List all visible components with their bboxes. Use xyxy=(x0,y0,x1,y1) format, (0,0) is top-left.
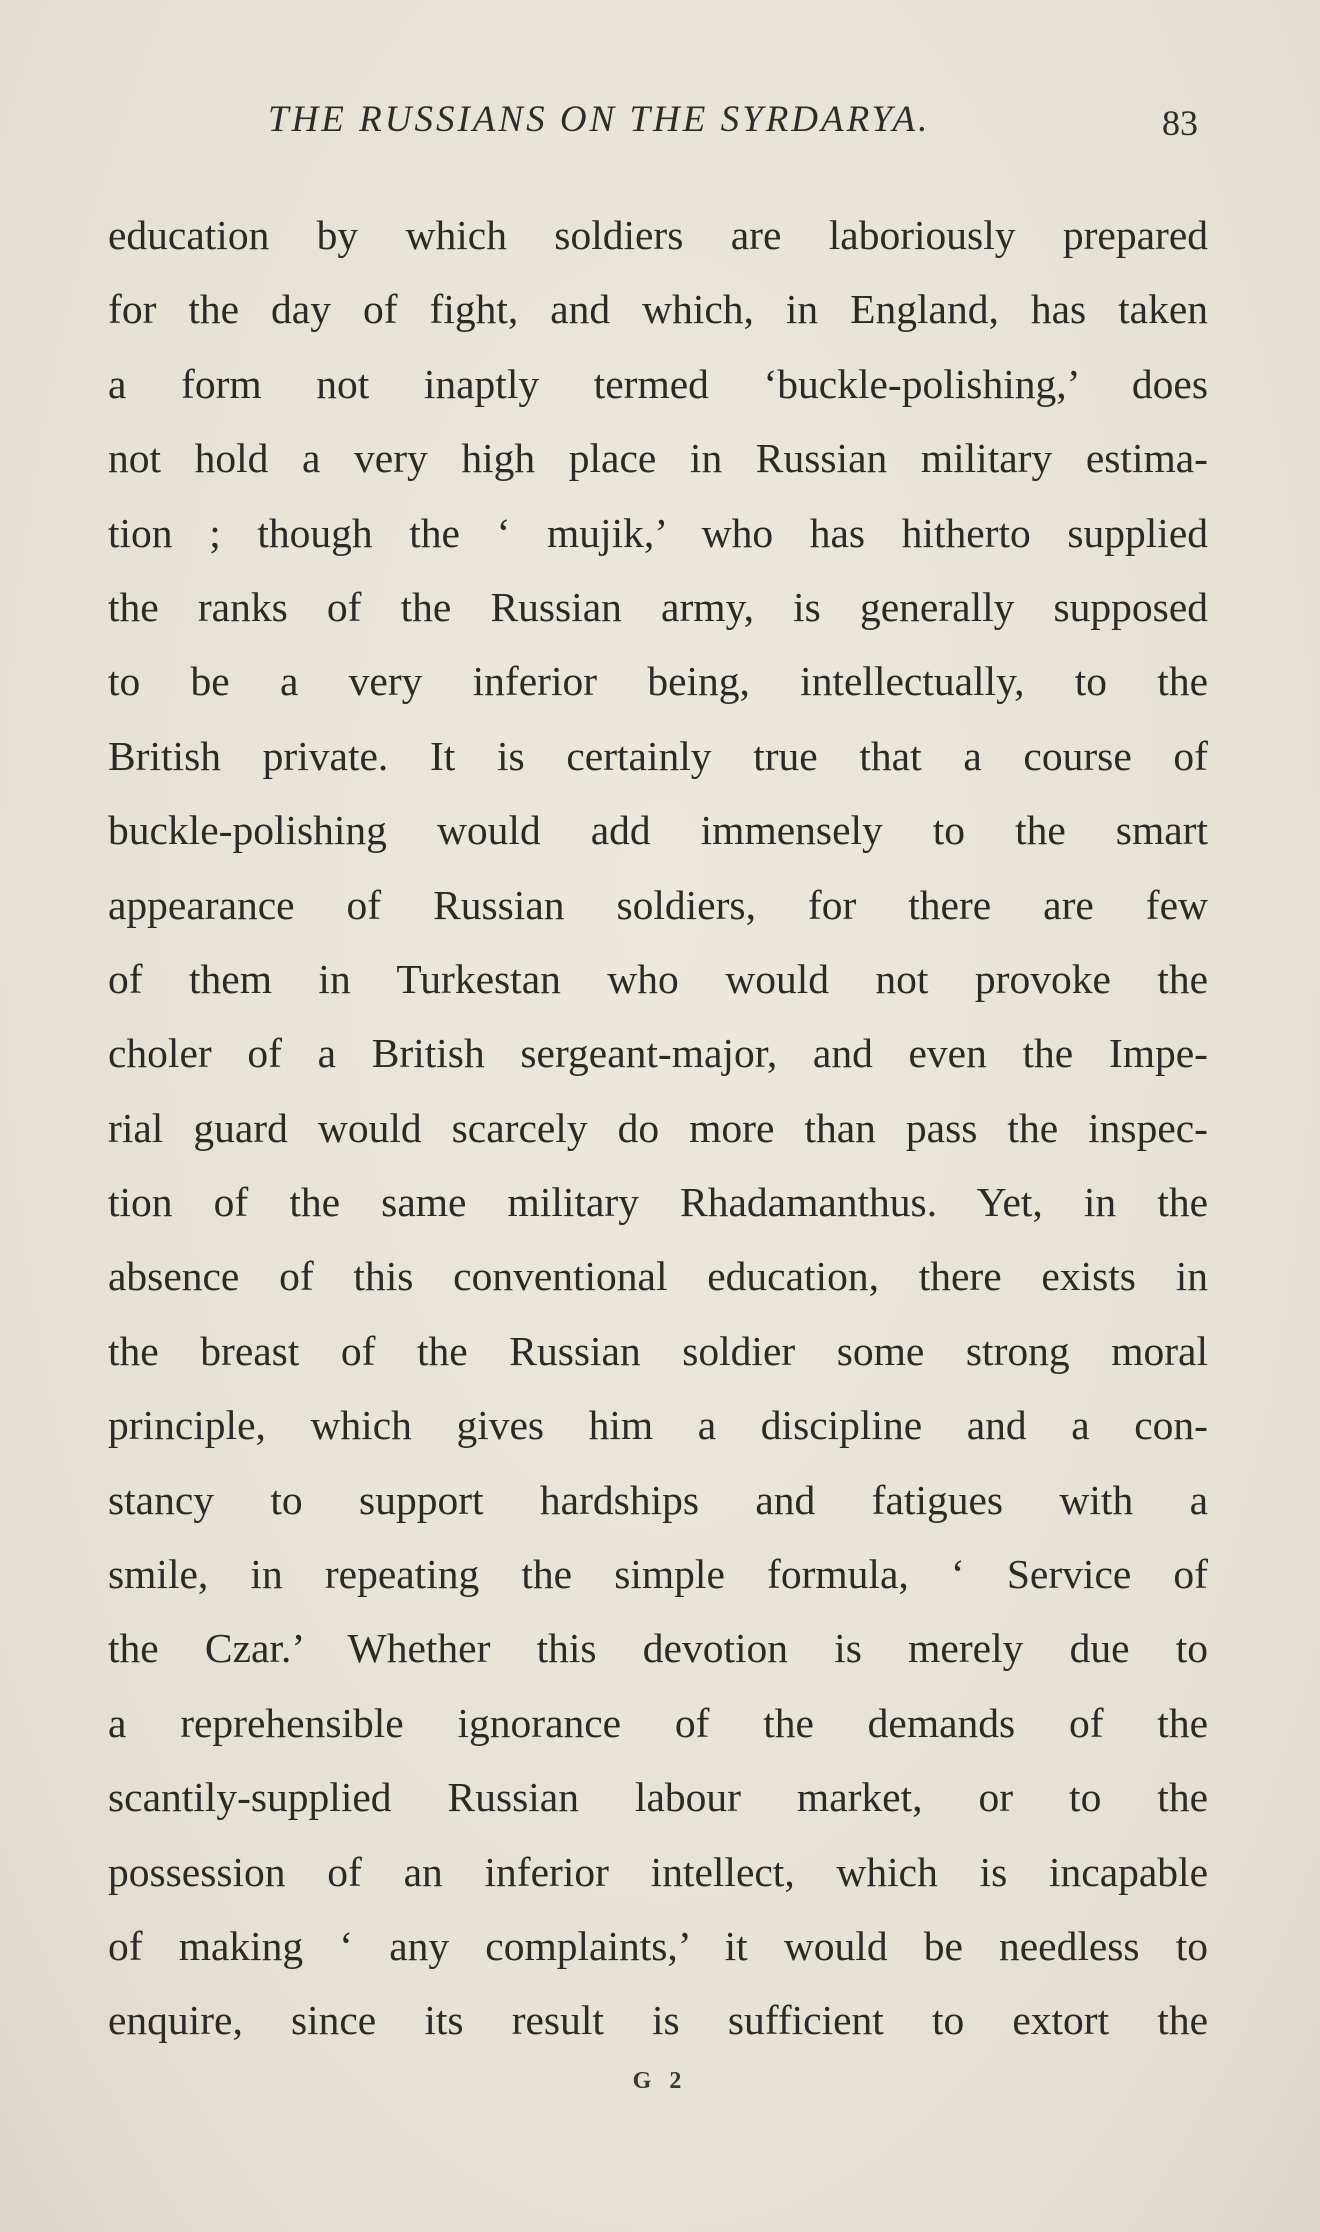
text-line: of making ‘ any complaints,’ it would be needless to xyxy=(108,1922,1208,1969)
running-head xyxy=(108,98,1208,158)
text-line: smile, in repeating the simple formula, ‘ Service of xyxy=(108,1551,1208,1598)
text-line: tion of the same military Rhadamanthus. Yet, in the xyxy=(108,1179,1208,1226)
text-line: the ranks of the Russian army, is generally supposed xyxy=(108,583,1208,630)
text-line: the breast of the Russian soldier some strong moral xyxy=(108,1327,1208,1374)
text-line: enquire, since its result is sufficient to extort the xyxy=(108,1997,1208,2044)
text-line: the Czar.’ Whether this devotion is merely due to xyxy=(108,1625,1208,1672)
text-line: to be a very inferior being, intellectually, to the xyxy=(108,658,1208,705)
text-line: of them in Turkestan who would not provoke the xyxy=(108,955,1208,1002)
text-line: tion ; though the ‘ mujik,’ who has hitherto supplied xyxy=(108,509,1208,556)
running-title: THE RUSSIANS ON THE SYRDARYA. xyxy=(268,99,931,140)
text-line: possession of an inferior intellect, which is incapable xyxy=(108,1848,1208,1895)
text-line: a form not inaptly termed ‘buckle-polishing,’ does xyxy=(108,360,1208,407)
text-line: not hold a very high place in Russian military estima- xyxy=(108,435,1208,482)
body-text xyxy=(108,198,1208,2058)
text-line: a reprehensible ignorance of the demands of the xyxy=(108,1699,1208,1746)
text-line: British private. It is certainly true that a course of xyxy=(108,732,1208,779)
text-line: appearance of Russian soldiers, for there are few xyxy=(108,881,1208,928)
text-line: absence of this conventional education, there exists in xyxy=(108,1253,1208,1300)
text-line: scantily-supplied Russian labour market, or to the xyxy=(108,1774,1208,1821)
signature-mark: G 2 xyxy=(632,2068,688,2094)
text-line: rial guard would scarcely do more than pass the inspec- xyxy=(108,1104,1208,1151)
text-line: principle, which gives him a discipline and a con- xyxy=(108,1402,1208,1449)
text-line: choler of a British sergeant-major, and even the Impe- xyxy=(108,1030,1208,1077)
text-line: buckle-polishing would add immensely to the smart xyxy=(108,807,1208,854)
page-number: 83 xyxy=(1162,103,1198,143)
text-line: stancy to support hardships and fatigues with a xyxy=(108,1476,1208,1523)
text-line: for the day of fight, and which, in England, has taken xyxy=(108,286,1208,333)
text-line: education by which soldiers are laboriously prepared xyxy=(108,212,1208,258)
